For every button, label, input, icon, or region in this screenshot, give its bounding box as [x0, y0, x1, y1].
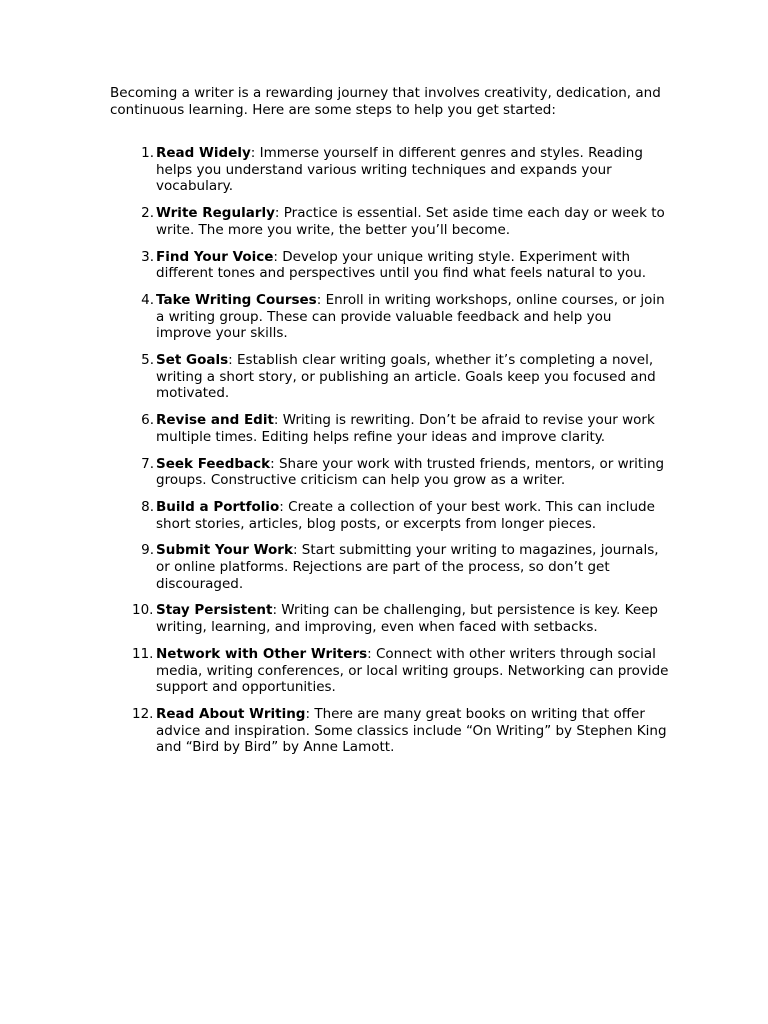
list-item-number: 4.: [141, 291, 154, 308]
list-item-text: : Establish clear writing goals, whether it’s completing a novel, writing a short story, or publishing an article. Goals keep you focused and motivated.: [156, 352, 656, 402]
list-item-text: : Immerse yourself in different genres and styles. Reading helps you understand various writing techniques and expands your vocabulary.: [156, 145, 643, 195]
list-item-title: Find Your Voice: [156, 248, 274, 265]
list-item-number: 5.: [141, 352, 154, 369]
list-item-text: : Connect with other writers through social media, writing conferences, or local writing groups. Networking can provide support and opportunities.: [156, 645, 669, 696]
list-item: [110, 292, 670, 342]
steps-list: [110, 145, 670, 766]
list-item-title: Take Writing Courses: [156, 291, 317, 308]
list-item-title: Seek Feedback: [156, 455, 271, 472]
list-item-title: Read About Writing: [156, 705, 306, 722]
list-item-number: 2.: [141, 205, 154, 222]
list-item: [110, 205, 670, 238]
list-item-number: 7.: [141, 455, 154, 472]
list-item-title: Submit Your Work: [156, 542, 293, 559]
list-item-number: 3.: [141, 248, 154, 265]
list-item-number: 6.: [141, 412, 154, 429]
list-item-text: : Enroll in writing workshops, online courses, or join a writing group. These can provide valuable feedback and help you improve your skills.: [156, 291, 665, 342]
list-item-title: Read Widely: [156, 145, 251, 161]
list-item: [110, 145, 670, 195]
list-item: [110, 602, 670, 635]
list-item-title: Write Regularly: [156, 205, 275, 222]
list-item: [110, 499, 670, 532]
list-item-number: 12.: [132, 705, 154, 722]
list-item-text: : Writing is rewriting. Don’t be afraid to revise your work multiple times. Editing helps refine your ideas and improve clarity.: [156, 412, 655, 445]
list-item-text: : Practice is essential. Set aside time each day or week to write. The more you write, the better you’ll become.: [156, 205, 665, 238]
intro-paragraph: Becoming a writer is a rewarding journey that involves creativity, dedication, and continuous learning. Here are some steps to help you get started:: [110, 85, 661, 118]
list-item-title: Build a Portfolio: [156, 498, 280, 515]
list-item: [110, 706, 670, 756]
list-item-text: : Writing can be challenging, but persistence is key. Keep writing, learning, and improving, even when faced with setbacks.: [156, 602, 659, 636]
list-item-text: : Start submitting your writing to magazines, journals, or online platforms. Rejections are part of the process, so don’t get discouraged.: [156, 542, 659, 592]
list-item: [110, 352, 670, 402]
list-item-number: 10.: [132, 602, 154, 619]
list-item-text: : Share your work with trusted friends, mentors, or writing groups. Constructive criticism can help you grow as a writer.: [156, 455, 665, 489]
list-item: [110, 249, 670, 282]
list-item-text: : Develop your unique writing style. Experiment with different tones and perspectives until you find what feels natural to you.: [156, 248, 647, 282]
list-item-text: : There are many great books on writing that offer advice and inspiration. Some classics include “On Writing” by Stephen King and “Bird by Bird” by Anne Lamott.: [156, 705, 667, 756]
list-item-text: : Create a collection of your best work. This can include short stories, articles, blog posts, or excerpts from longer pieces.: [156, 498, 655, 532]
list-item: [110, 542, 670, 592]
list-item-number: 11.: [132, 645, 154, 662]
list-item: [110, 456, 670, 489]
list-item-title: Stay Persistent: [156, 602, 273, 619]
list-item: [110, 412, 670, 445]
list-item-title: Set Goals: [156, 352, 229, 369]
list-item: [110, 646, 670, 696]
list-item-number: 9.: [141, 542, 154, 559]
list-item-number: 8.: [141, 498, 154, 515]
list-item-number: 1.: [141, 145, 154, 161]
list-item-title: Network with Other Writers: [156, 645, 368, 662]
list-item-title: Revise and Edit: [156, 412, 274, 429]
